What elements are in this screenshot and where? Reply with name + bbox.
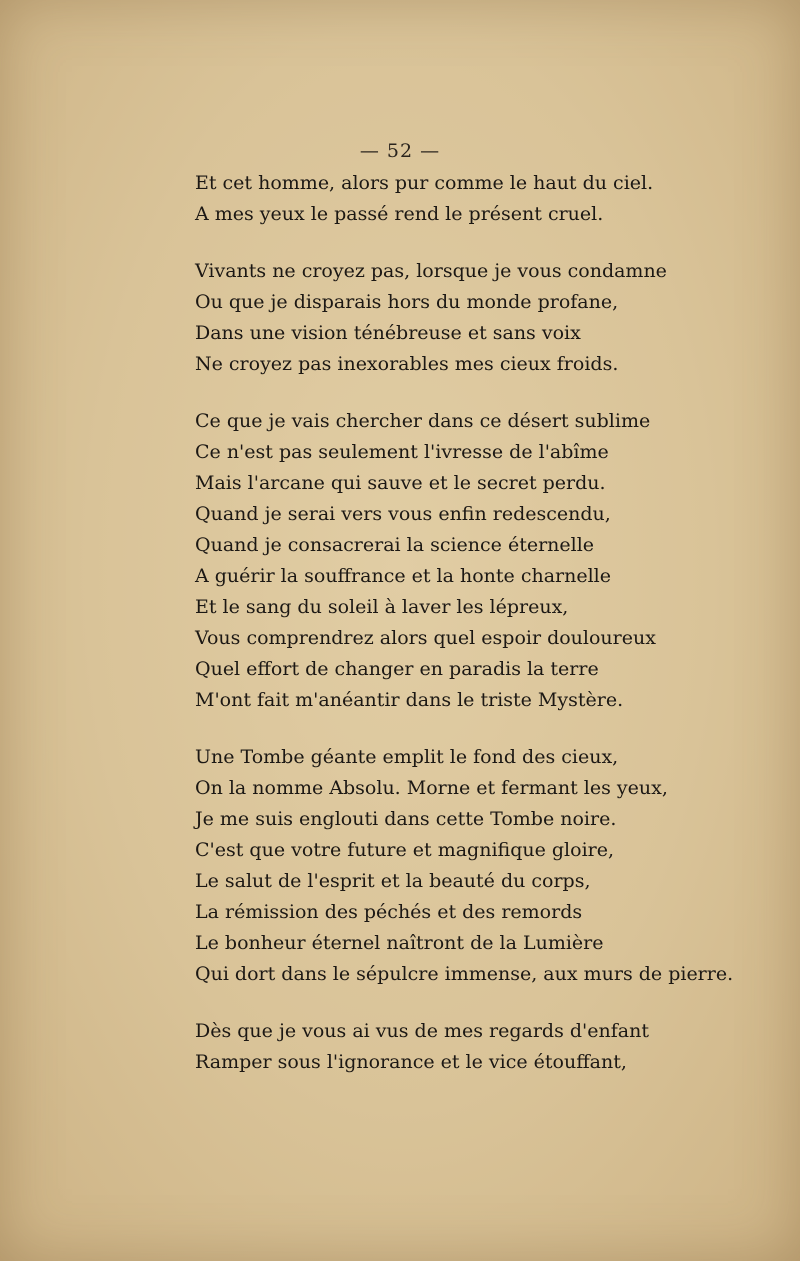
verse-line: La rémission des péchés et des remords: [195, 901, 583, 923]
verse-line: Quand je consacrerai la science éternelle: [195, 534, 595, 556]
verse-line: Quand je serai vers vous enfin redescendu,: [195, 503, 611, 525]
verse-line: C'est que votre future et magnifique gloire,: [195, 839, 615, 861]
stanza-5: [195, 1016, 785, 1078]
verse-line: Je me suis englouti dans cette Tombe noire.: [195, 808, 617, 830]
verse-line: On la nomme Absolu. Morne et fermant les yeux,: [195, 777, 668, 799]
verse-line: Dès que je vous ai vus de mes regards d'enfant: [195, 1020, 649, 1042]
verse-line: A mes yeux le passé rend le présent cruel.: [195, 203, 604, 225]
verse-line: Ce que je vais chercher dans ce désert sublime: [195, 410, 651, 432]
stanza-1: [195, 168, 785, 230]
verse-line: Ou que je disparais hors du monde profane,: [195, 291, 619, 313]
verse-line: Quel effort de changer en paradis la terre: [195, 658, 599, 680]
verse-line: Qui dort dans le sépulcre immense, aux murs de pierre.: [195, 963, 734, 985]
verse-line: Le salut de l'esprit et la beauté du corps,: [195, 870, 591, 892]
verse-line: Le bonheur éternel naîtront de la Lumière: [195, 932, 604, 954]
verse-line: M'ont fait m'anéantir dans le triste Mystère.: [195, 689, 624, 711]
verse-line: Mais l'arcane qui sauve et le secret perdu.: [195, 472, 606, 494]
verse-line: Ce n'est pas seulement l'ivresse de l'abîme: [195, 441, 609, 463]
verse-line: Et le sang du soleil à laver les lépreux,: [195, 596, 569, 618]
poem-body: [195, 168, 785, 1104]
verse-line: Ramper sous l'ignorance et le vice étouffant,: [195, 1051, 627, 1073]
stanza-2: [195, 256, 785, 380]
verse-line: Dans une vision ténébreuse et sans voix: [195, 322, 581, 344]
page-number: — 52 —: [359, 140, 441, 162]
stanza-3: [195, 406, 785, 716]
verse-line: Ne croyez pas inexorables mes cieux froids.: [195, 353, 619, 375]
verse-line: Et cet homme, alors pur comme le haut du ciel.: [195, 172, 654, 194]
stanza-4: [195, 742, 785, 990]
verse-line: Vivants ne croyez pas, lorsque je vous condamne: [195, 260, 667, 282]
verse-line: A guérir la souffrance et la honte charnelle: [195, 565, 611, 587]
verse-line: Vous comprendrez alors quel espoir douloureux: [195, 627, 656, 649]
verse-line: Une Tombe géante emplit le fond des cieux,: [195, 746, 619, 768]
